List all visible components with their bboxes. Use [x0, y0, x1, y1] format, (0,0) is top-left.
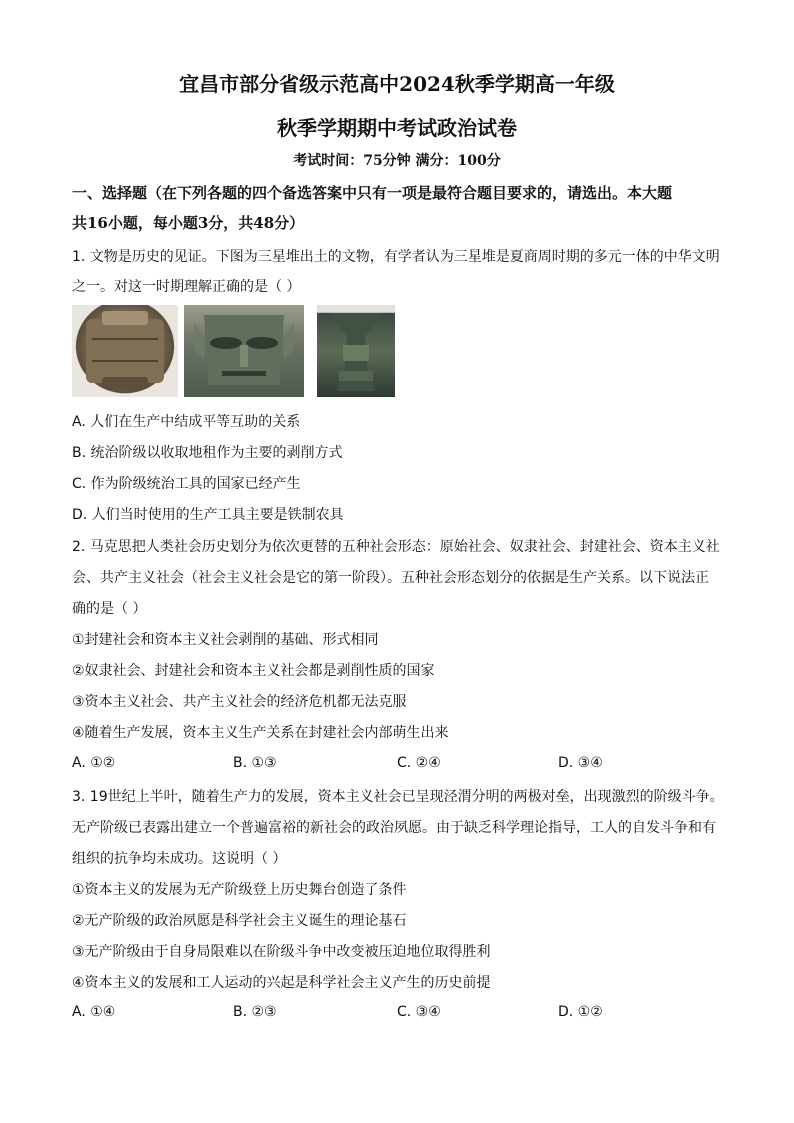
- q2-choice-a[interactable]: A. ①②: [72, 755, 116, 771]
- q3-choice-c[interactable]: C. ③④: [397, 1004, 441, 1020]
- exam-title-line1: 宜昌市部分省级示范高中2024秋季学期高一年级: [179, 72, 615, 96]
- q2-item-1: ①封建社会和资本主义社会剥削的基础、形式相同: [72, 632, 379, 648]
- q3-item-3: ③无产阶级由于自身局限难以在阶级斗争中改变被压迫地位取得胜利: [72, 944, 491, 960]
- q2-choice-d[interactable]: D. ③④: [558, 755, 603, 771]
- q2-item-2: ②奴隶社会、封建社会和资本主义社会都是剥削性质的国家: [72, 663, 435, 679]
- q1-option-b[interactable]: B. 统治阶级以收取地租作为主要的剥削方式: [72, 445, 343, 461]
- q3-item-1: ①资本主义的发展为无产阶级登上历史舞台创造了条件: [72, 882, 407, 898]
- q2-item-3: ③资本主义社会、共产主义社会的经济危机都无法克服: [72, 694, 407, 710]
- q3-item-4: ④资本主义的发展和工人运动的兴起是科学社会主义产生的历史前提: [72, 975, 491, 991]
- artifact-bronze-mask-image: [184, 305, 304, 397]
- q3-item-2: ②无产阶级的政治夙愿是科学社会主义诞生的理论基石: [72, 913, 407, 929]
- q1-stem-line1: 1. 文物是历史的见证。下图为三星堆出土的文物，有学者认为三星堆是夏商周时期的多元一体的中华文明: [72, 249, 720, 265]
- q3-stem-line2: 无产阶级已表露出建立一个普遍富裕的新社会的政治夙愿。由于缺乏科学理论指导，工人的自发斗争和有: [72, 820, 716, 836]
- q2-stem-line2: 会、共产主义社会（社会主义社会是它的第一阶段）。五种社会形态划分的依据是生产关系。以下说法正: [72, 570, 709, 586]
- q3-stem-line1: 3. 19世纪上半叶，随着生产力的发展，资本主义社会已呈现泾渭分明的两极对垒，出现激烈的阶级斗争。: [72, 789, 724, 805]
- q3-choice-d[interactable]: D. ①②: [558, 1004, 603, 1020]
- section-heading-line1: 一、选择题（在下列各题的四个备选答案中只有一项是最符合题目要求的，请选出。本大题: [72, 184, 673, 202]
- q1-option-a[interactable]: A. 人们在生产中结成平等互助的关系: [72, 414, 301, 430]
- q2-choice-b[interactable]: B. ①③: [233, 755, 277, 771]
- q1-option-d[interactable]: D. 人们当时使用的生产工具主要是铁制农具: [72, 507, 344, 523]
- q3-choice-b[interactable]: B. ②③: [233, 1004, 277, 1020]
- artifact-bronze-zun-image: [317, 305, 395, 397]
- section-heading: [72, 178, 732, 238]
- artifact-jade-cong-image: [72, 305, 178, 397]
- exam-meta: 考试时间：75分钟 满分：100分: [293, 153, 501, 169]
- q1-option-c[interactable]: C. 作为阶级统治工具的国家已经产生: [72, 476, 301, 492]
- q2-choice-c[interactable]: C. ②④: [397, 755, 441, 771]
- q2-item-4: ④随着生产发展，资本主义生产关系在封建社会内部萌生出来: [72, 725, 449, 741]
- section-heading-line2: 共16小题，每小题3分，共48分）: [72, 214, 305, 232]
- q2-stem-line1: 2. 马克思把人类社会历史划分为依次更替的五种社会形态：原始社会、奴隶社会、封建社会、资本主义社: [72, 539, 720, 555]
- q3-stem-line3: 组织的抗争均未成功。这说明（ ）: [72, 851, 287, 867]
- q3-choice-a[interactable]: A. ①④: [72, 1004, 116, 1020]
- q2-stem-line3: 确的是（ ）: [72, 601, 147, 617]
- exam-title-line2: 秋季学期期中考试政治试卷: [277, 116, 517, 140]
- q1-stem-line2: 之一。对这一时期理解正确的是（ ）: [72, 279, 301, 295]
